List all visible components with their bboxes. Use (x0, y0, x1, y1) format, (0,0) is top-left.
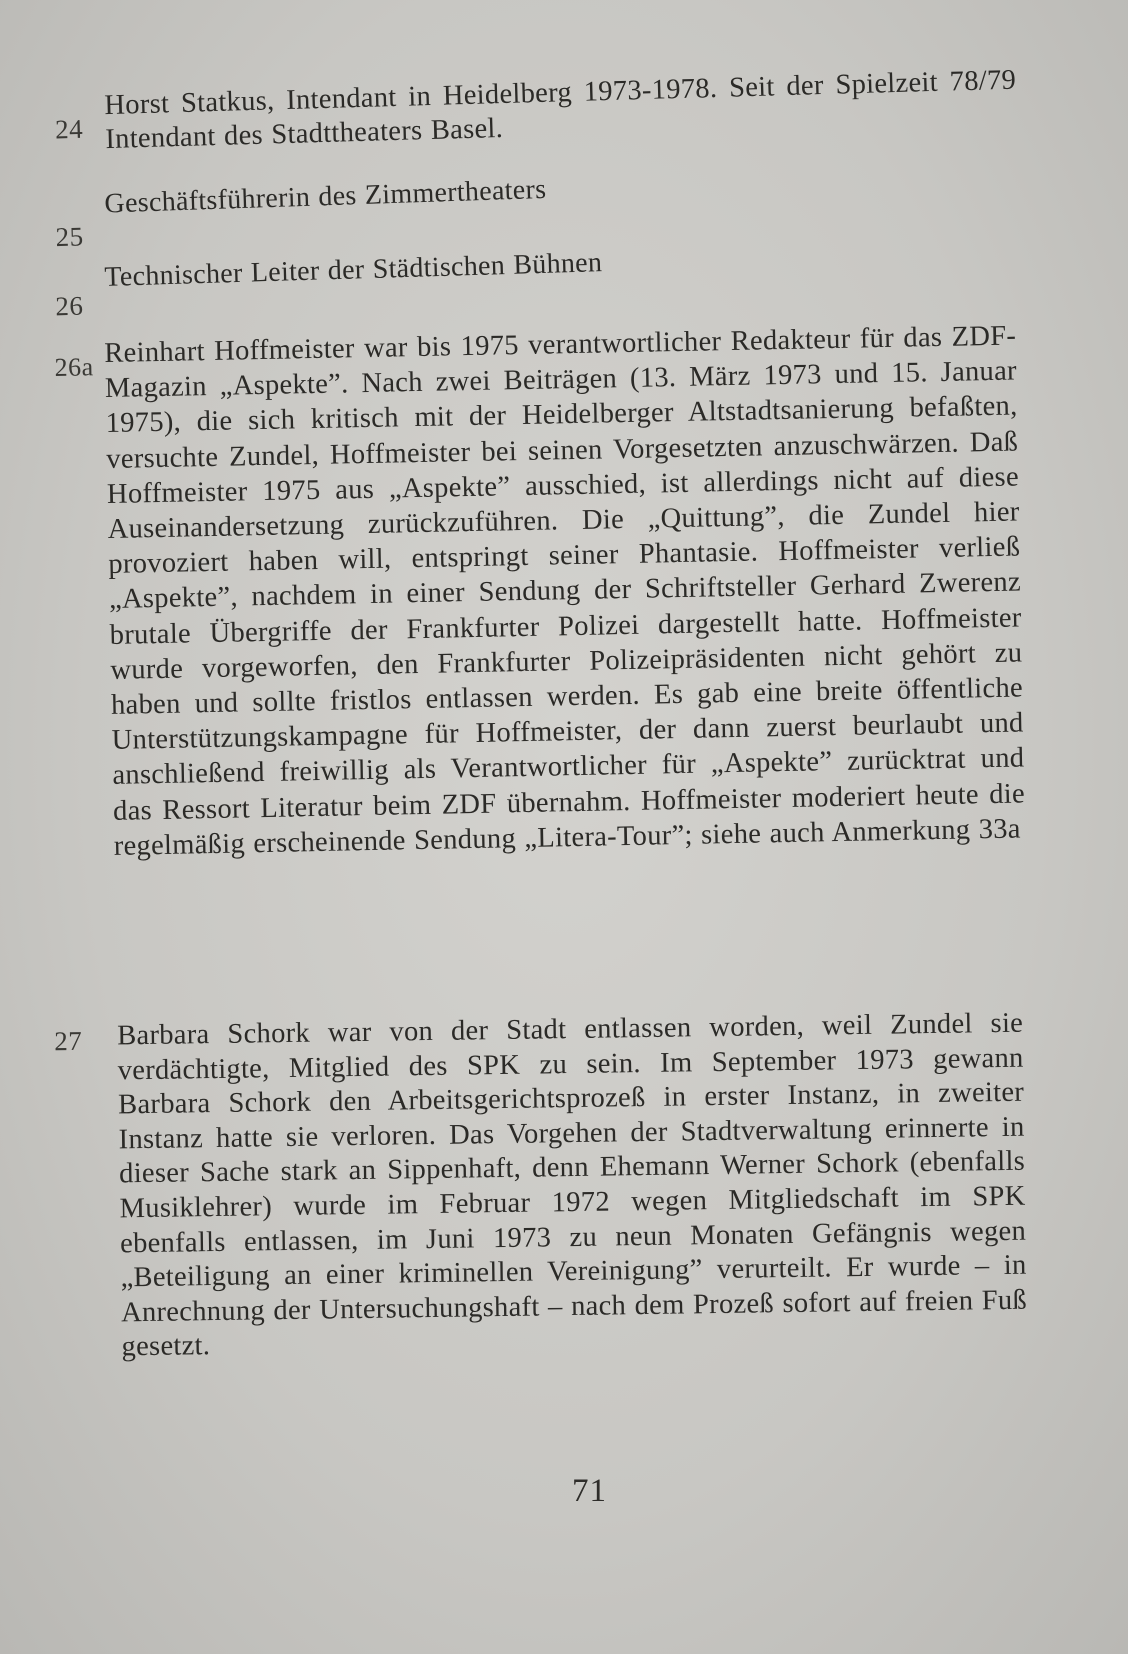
footnote-number: 26 (54, 290, 84, 322)
footnote-24 (0, 61, 1128, 156)
footnote-text: Reinhart Hoffmeister war bis 1975 verantwortlicher Redakteur für das ZDF-Magazin „Aspekte”. Nach zwei Beiträgen (13. März 1973 und 15. Januar 1975), die sich kritisch mit der Heidelberger Altstadtsanierung befaßten, versuchte Zundel, Hoffmeister bei seinen Vorgesetzten anzuschwärzen. Daß Hoffmeister 1975 aus „Aspekte” ausschied, ist allerdings nicht auf diese Auseinandersetzung zurückzuführen. Die „Quittung”, die Zundel hier provoziert haben will, entspringt seiner Phantasie. Hoffmeister verließ „Aspekte”, nachdem in einer Sendung der Schriftsteller Gerhard Zwerenz brutale Übergriffe der Frankfurter Polizei dargestellt hatte. Hoffmeister wurde vorgeworfen, den Frankfurter Polizeipräsidenten nicht gehört zu haben und sollte fristlos entlassen werden. Es gab eine breite öffentliche Unterstützungskampagne für Hoffmeister, der dann zuerst beurlaubt und anschließend freiwillig als Verantwortlicher für „Aspekte” zurücktrat und das Ressort Literatur beim ZDF übernahm. Hoffmeister moderiert heute die regelmäßig erscheinende Sendung „Litera-Tour”; siehe auch Anmerkung 33a (104, 320, 1026, 862)
footnote-number: 26a (54, 352, 94, 382)
footnote-number: 25 (55, 221, 85, 253)
footnote-number: 24 (54, 113, 84, 145)
footnote-text: Technischer Leiter der Städtischen Bühnen (104, 247, 603, 293)
footnote-25 (0, 153, 1127, 253)
footnote-27 (0, 1005, 1128, 1363)
footnote-text: Horst Statkus, Intendant in Heidelberg 1973-1978. Seit der Spielzeit 78/79 Intendant des Stadttheaters Basel. (103, 64, 1017, 156)
footnote-text: Barbara Schork war von der Stadt entlassen worden, weil Zundel sie verdächtigte, Mitglied des SPK zu sein. Im September 1973 gewann Barbara Schork den Arbeitsgerichtsprozeß in erster Instanz, in zweiter Instanz hatte sie verloren. Das Vorgehen der Stadtverwaltung erinnerte in dieser Sache stark an Sippenhaft, denn Ehemann Werner Schork (ebenfalls Musiklehrer) wurde im Februar 1972 wegen Mitgliedschaft im SPK ebenfalls entlassen, im Juni 1973 zu neun Monaten Gefängnis wegen „Beteiligung an einer kriminellen Vereinigung” verurteilt. Er wurde – in Anrechnung der Untersuchungshaft – nach dem Prozeß sofort auf freien Fuß gesetzt. (117, 1007, 1028, 1363)
footnote-text: Geschäftsführerin des Zimmertheaters (104, 173, 547, 220)
footnote-number: 27 (54, 1025, 83, 1057)
page-number: 71 (572, 1473, 607, 1509)
footnote-26a (0, 316, 1128, 862)
footnote-26 (0, 230, 1128, 322)
